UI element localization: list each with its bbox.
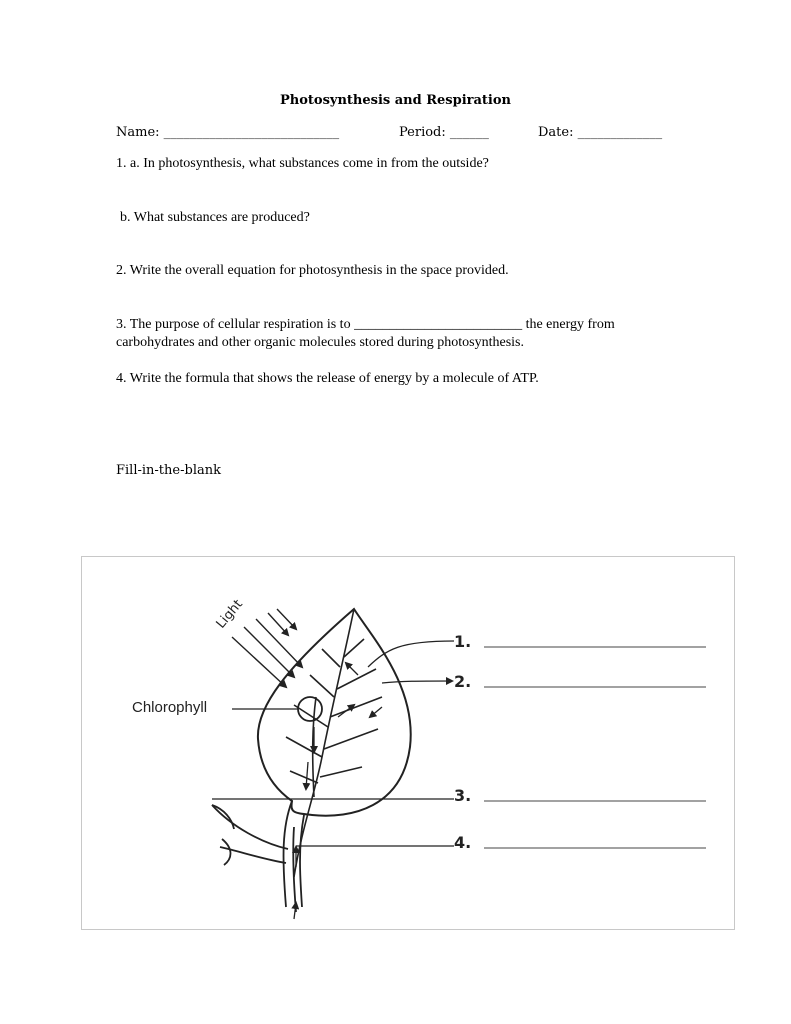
light-label: Light bbox=[213, 597, 246, 632]
name-field-label[interactable]: Name: ___________________________ bbox=[116, 125, 340, 140]
label-1: 1. bbox=[454, 632, 472, 651]
label-4: 4. bbox=[454, 833, 472, 852]
page-title: Photosynthesis and Respiration bbox=[280, 93, 511, 108]
question-4: 4. Write the formula that shows the release of energy by a molecule of ATP. bbox=[116, 371, 539, 386]
date-field-label[interactable]: Date: _____________ bbox=[538, 125, 663, 140]
leader-1 bbox=[368, 641, 454, 667]
label-2: 2. bbox=[454, 672, 472, 691]
question-2: 2. Write the overall equation for photosynthesis in the space provided. bbox=[116, 263, 509, 278]
question-3-line2: carbohydrates and other organic molecules stored during photosynthesis. bbox=[116, 335, 524, 350]
chlorophyll-label: Chlorophyll bbox=[132, 699, 208, 716]
leaf-diagram-drawing bbox=[82, 557, 736, 931]
question-1b: b. What substances are produced? bbox=[120, 210, 310, 225]
question-1a: 1. a. In photosynthesis, what substances come in from the outside? bbox=[116, 156, 489, 171]
stem bbox=[212, 801, 304, 912]
label-3: 3. bbox=[454, 786, 472, 805]
question-3-line1: 3. The purpose of cellular respiration is to ________________________ the energy from bbox=[116, 317, 615, 332]
period-field-label[interactable]: Period: ______ bbox=[399, 125, 489, 140]
fill-in-the-blank-heading: Fill-in-the-blank bbox=[116, 463, 221, 478]
light-rays bbox=[232, 609, 302, 687]
leaf-outline bbox=[258, 609, 411, 816]
leader-2 bbox=[382, 681, 452, 683]
leaf-diagram bbox=[81, 556, 735, 930]
